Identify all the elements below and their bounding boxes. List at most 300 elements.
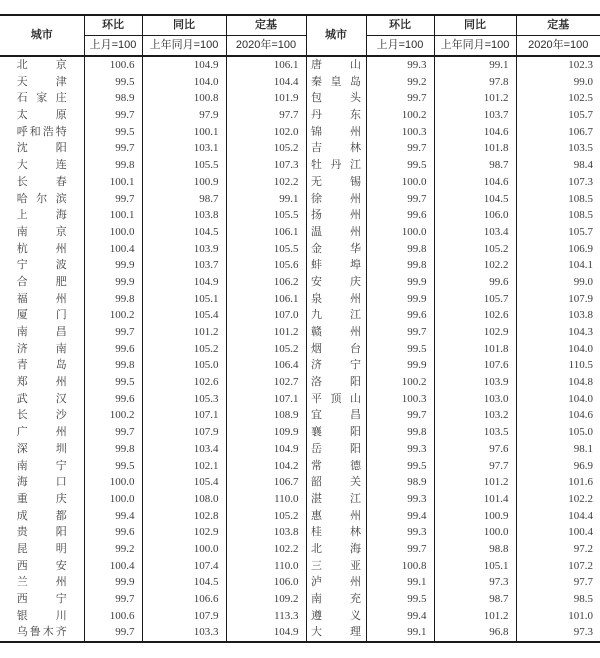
city-name: 福 州 <box>16 292 67 305</box>
city-cell <box>0 491 84 508</box>
mom-value-cell: 99.2 <box>366 74 434 91</box>
city-cell <box>306 307 366 324</box>
fixed-value-cell: 102.0 <box>226 124 306 141</box>
city-cell <box>0 90 84 107</box>
fixed-value-cell: 105.2 <box>226 508 306 525</box>
city-cell <box>0 107 84 124</box>
table-row <box>0 274 600 291</box>
fixed-value-cell: 104.4 <box>516 508 600 525</box>
mom-value-cell: 99.7 <box>84 591 142 608</box>
yoy-value-cell: 105.0 <box>142 357 226 374</box>
yoy-value-cell: 101.2 <box>142 324 226 341</box>
yoy-value-cell: 105.2 <box>142 341 226 358</box>
yoy-value-cell: 103.2 <box>434 407 516 424</box>
fixed-value-cell: 113.3 <box>226 608 306 625</box>
fixed-value-cell: 105.5 <box>226 207 306 224</box>
yoy-value-cell: 98.8 <box>434 541 516 558</box>
city-cell <box>0 224 84 241</box>
fixed-value-cell: 97.7 <box>516 574 600 591</box>
mom-value-cell: 100.6 <box>84 608 142 625</box>
city-name: 合 肥 <box>16 275 67 288</box>
city-cell <box>0 391 84 408</box>
city-name: 青 岛 <box>16 359 67 372</box>
city-name: 牡丹江 <box>311 159 361 172</box>
city-cell <box>0 274 84 291</box>
fixed-value-cell: 107.0 <box>226 307 306 324</box>
city-cell <box>306 524 366 541</box>
city-name: 西 安 <box>16 559 67 572</box>
fixed-value-cell: 108.5 <box>516 191 600 208</box>
fixed-value-cell: 110.0 <box>226 558 306 575</box>
city-name: 遵 义 <box>311 609 361 622</box>
city-cell <box>0 124 84 141</box>
yoy-value-cell: 102.2 <box>434 257 516 274</box>
mom-value-cell: 99.7 <box>366 191 434 208</box>
city-cell <box>0 140 84 157</box>
fixed-value-cell: 103.8 <box>516 307 600 324</box>
table-row <box>0 207 600 224</box>
city-name: 九 江 <box>311 309 361 322</box>
yoy-value-cell: 103.4 <box>142 441 226 458</box>
city-name: 济 宁 <box>311 359 361 372</box>
city-name: 重 庆 <box>16 492 67 505</box>
mom-value-cell: 99.3 <box>366 491 434 508</box>
header-yoy-base-right: 上年同月=100 <box>434 36 516 57</box>
table-row <box>0 257 600 274</box>
city-name: 扬 州 <box>311 209 361 222</box>
header-row-groups <box>0 15 600 36</box>
yoy-value-cell: 106.6 <box>142 591 226 608</box>
city-cell <box>306 624 366 642</box>
city-name: 蚌 埠 <box>311 259 361 272</box>
city-name: 哈尔滨 <box>16 192 67 205</box>
table-row <box>0 424 600 441</box>
mom-value-cell: 99.7 <box>84 191 142 208</box>
fixed-value-cell: 102.3 <box>516 56 600 74</box>
yoy-value-cell: 104.0 <box>142 74 226 91</box>
city-name: 南 充 <box>311 593 361 605</box>
table-row <box>0 541 600 558</box>
city-cell <box>306 274 366 291</box>
yoy-value-cell: 107.9 <box>142 608 226 625</box>
table-row <box>0 624 600 642</box>
fixed-value-cell: 104.0 <box>516 391 600 408</box>
city-name: 桂 林 <box>311 526 361 539</box>
fixed-value-cell: 108.5 <box>516 207 600 224</box>
city-cell <box>306 374 366 391</box>
city-cell <box>0 524 84 541</box>
fixed-value-cell: 106.1 <box>226 224 306 241</box>
fixed-value-cell: 102.2 <box>226 174 306 191</box>
price-index-table <box>0 14 600 643</box>
city-cell <box>0 291 84 308</box>
city-name: 烟 台 <box>311 342 361 355</box>
fixed-value-cell: 102.7 <box>226 374 306 391</box>
table-row <box>0 56 600 74</box>
mom-value-cell: 100.0 <box>84 474 142 491</box>
yoy-value-cell: 101.4 <box>434 491 516 508</box>
city-cell <box>306 324 366 341</box>
mom-value-cell: 99.5 <box>84 124 142 141</box>
city-name: 平顶山 <box>311 392 361 405</box>
mom-value-cell: 99.7 <box>366 140 434 157</box>
yoy-value-cell: 98.7 <box>434 157 516 174</box>
city-name: 岳 阳 <box>311 442 361 455</box>
city-name: 温 州 <box>311 225 361 238</box>
city-cell <box>306 424 366 441</box>
yoy-value-cell: 105.1 <box>434 558 516 575</box>
fixed-value-cell: 109.2 <box>226 591 306 608</box>
city-name: 济 南 <box>16 342 67 355</box>
mom-value-cell: 99.8 <box>366 241 434 258</box>
mom-value-cell: 100.2 <box>84 307 142 324</box>
city-name: 长 春 <box>16 175 67 188</box>
table-row <box>0 574 600 591</box>
city-cell <box>0 558 84 575</box>
city-name: 成 都 <box>16 509 67 522</box>
city-cell <box>306 291 366 308</box>
mom-value-cell: 99.6 <box>84 524 142 541</box>
city-name: 惠 州 <box>311 509 361 522</box>
fixed-value-cell: 104.6 <box>516 407 600 424</box>
mom-value-cell: 100.1 <box>84 174 142 191</box>
fixed-value-cell: 102.2 <box>226 541 306 558</box>
city-name: 三 亚 <box>311 559 361 572</box>
fixed-value-cell: 110.0 <box>226 491 306 508</box>
city-name: 南 昌 <box>16 326 67 338</box>
table-row <box>0 90 600 107</box>
city-cell <box>0 241 84 258</box>
yoy-value-cell: 107.9 <box>142 424 226 441</box>
fixed-value-cell: 105.7 <box>516 224 600 241</box>
table-row <box>0 558 600 575</box>
yoy-value-cell: 97.3 <box>434 574 516 591</box>
mom-value-cell: 99.8 <box>366 257 434 274</box>
city-name: 锦 州 <box>311 125 361 138</box>
city-cell <box>306 541 366 558</box>
table-row <box>0 324 600 341</box>
city-cell <box>306 608 366 625</box>
header-mom-base-left: 上月=100 <box>84 36 142 57</box>
table-row <box>0 307 600 324</box>
mom-value-cell: 99.5 <box>84 458 142 475</box>
city-name: 上 海 <box>16 209 67 222</box>
yoy-value-cell: 97.9 <box>142 107 226 124</box>
city-name: 金 华 <box>311 242 361 255</box>
mom-value-cell: 99.7 <box>84 107 142 124</box>
mom-value-cell: 99.7 <box>366 541 434 558</box>
mom-value-cell: 99.6 <box>84 341 142 358</box>
fixed-value-cell: 107.3 <box>516 174 600 191</box>
fixed-value-cell: 106.9 <box>516 241 600 258</box>
mom-value-cell: 99.7 <box>84 624 142 642</box>
yoy-value-cell: 102.9 <box>142 524 226 541</box>
mom-value-cell: 98.9 <box>84 90 142 107</box>
city-name: 银 川 <box>16 609 67 622</box>
mom-value-cell: 99.7 <box>366 407 434 424</box>
mom-value-cell: 99.3 <box>366 56 434 74</box>
mom-value-cell: 99.1 <box>366 624 434 642</box>
mom-value-cell: 99.2 <box>84 541 142 558</box>
mom-value-cell: 99.5 <box>84 374 142 391</box>
fixed-value-cell: 104.1 <box>516 257 600 274</box>
fixed-value-cell: 104.4 <box>226 74 306 91</box>
city-cell <box>306 407 366 424</box>
city-name: 杭 州 <box>16 242 67 255</box>
city-cell <box>306 124 366 141</box>
city-cell <box>0 591 84 608</box>
city-cell <box>306 140 366 157</box>
city-name: 郑 州 <box>16 376 67 389</box>
table-row <box>0 474 600 491</box>
city-cell <box>306 558 366 575</box>
yoy-value-cell: 102.6 <box>434 307 516 324</box>
fixed-value-cell: 105.2 <box>226 341 306 358</box>
city-cell <box>0 374 84 391</box>
header-fixed-right: 定基 <box>516 15 600 36</box>
city-name: 泸 州 <box>311 576 361 589</box>
fixed-value-cell: 110.5 <box>516 357 600 374</box>
mom-value-cell: 100.2 <box>366 107 434 124</box>
header-city-left: 城市 <box>0 15 84 56</box>
table-row <box>0 124 600 141</box>
mom-value-cell: 100.2 <box>84 407 142 424</box>
yoy-value-cell: 107.6 <box>434 357 516 374</box>
table-row <box>0 458 600 475</box>
fixed-value-cell: 105.0 <box>516 424 600 441</box>
yoy-value-cell: 102.6 <box>142 374 226 391</box>
mom-value-cell: 99.6 <box>84 391 142 408</box>
yoy-value-cell: 104.9 <box>142 56 226 74</box>
table-row <box>0 157 600 174</box>
table-row <box>0 491 600 508</box>
fixed-value-cell: 99.0 <box>516 274 600 291</box>
table-header <box>0 15 600 56</box>
table-row <box>0 191 600 208</box>
city-cell <box>306 574 366 591</box>
yoy-value-cell: 99.1 <box>434 56 516 74</box>
header-yoy-base-left: 上年同月=100 <box>142 36 226 57</box>
header-city-right: 城市 <box>306 15 366 56</box>
fixed-value-cell: 105.5 <box>226 241 306 258</box>
mom-value-cell: 100.0 <box>84 491 142 508</box>
mom-value-cell: 99.8 <box>84 441 142 458</box>
yoy-value-cell: 107.4 <box>142 558 226 575</box>
mom-value-cell: 99.9 <box>84 257 142 274</box>
city-name: 包 头 <box>311 92 361 105</box>
fixed-value-cell: 104.9 <box>226 441 306 458</box>
city-name: 大 理 <box>311 626 361 639</box>
mom-value-cell: 100.6 <box>84 56 142 74</box>
city-cell <box>0 574 84 591</box>
city-cell <box>0 357 84 374</box>
table-row <box>0 107 600 124</box>
header-fixed-left: 定基 <box>226 15 306 36</box>
city-cell <box>0 324 84 341</box>
fixed-value-cell: 98.5 <box>516 591 600 608</box>
fixed-value-cell: 101.9 <box>226 90 306 107</box>
fixed-value-cell: 96.9 <box>516 458 600 475</box>
fixed-value-cell: 107.1 <box>226 391 306 408</box>
table-row <box>0 508 600 525</box>
city-name: 南 宁 <box>16 459 67 472</box>
city-cell <box>306 90 366 107</box>
table-row <box>0 341 600 358</box>
yoy-value-cell: 106.0 <box>434 207 516 224</box>
yoy-value-cell: 97.6 <box>434 441 516 458</box>
yoy-value-cell: 103.7 <box>434 107 516 124</box>
city-cell <box>306 257 366 274</box>
fixed-value-cell: 99.0 <box>516 74 600 91</box>
yoy-value-cell: 101.8 <box>434 341 516 358</box>
fixed-value-cell: 108.9 <box>226 407 306 424</box>
mom-value-cell: 99.8 <box>84 157 142 174</box>
fixed-value-cell: 101.2 <box>226 324 306 341</box>
mom-value-cell: 99.5 <box>366 591 434 608</box>
yoy-value-cell: 105.4 <box>142 474 226 491</box>
mom-value-cell: 98.9 <box>366 474 434 491</box>
yoy-value-cell: 98.7 <box>434 591 516 608</box>
fixed-value-cell: 105.6 <box>226 257 306 274</box>
mom-value-cell: 99.4 <box>366 508 434 525</box>
fixed-value-cell: 106.2 <box>226 274 306 291</box>
table-row <box>0 407 600 424</box>
city-cell <box>306 491 366 508</box>
mom-value-cell: 99.7 <box>84 424 142 441</box>
city-cell <box>306 56 366 74</box>
city-name: 西 宁 <box>16 593 67 605</box>
table-row <box>0 441 600 458</box>
yoy-value-cell: 102.9 <box>434 324 516 341</box>
yoy-value-cell: 104.9 <box>142 274 226 291</box>
fixed-value-cell: 106.0 <box>226 574 306 591</box>
city-name: 太 原 <box>16 109 67 122</box>
city-name: 湛 江 <box>311 492 361 505</box>
city-cell <box>0 624 84 642</box>
table-row <box>0 357 600 374</box>
yoy-value-cell: 105.7 <box>434 291 516 308</box>
table-body <box>0 56 600 642</box>
yoy-value-cell: 100.8 <box>142 90 226 107</box>
yoy-value-cell: 101.2 <box>434 90 516 107</box>
mom-value-cell: 99.5 <box>366 157 434 174</box>
city-cell <box>306 357 366 374</box>
header-yoy-left: 同比 <box>142 15 226 36</box>
city-name: 唐 山 <box>311 59 361 71</box>
city-cell <box>0 174 84 191</box>
city-name: 徐 州 <box>311 192 361 205</box>
table-row <box>0 74 600 91</box>
city-cell <box>0 157 84 174</box>
table-row <box>0 291 600 308</box>
yoy-value-cell: 103.9 <box>142 241 226 258</box>
fixed-value-cell: 98.4 <box>516 157 600 174</box>
mom-value-cell: 100.2 <box>366 374 434 391</box>
mom-value-cell: 100.3 <box>366 124 434 141</box>
city-cell <box>306 508 366 525</box>
city-cell <box>306 441 366 458</box>
yoy-value-cell: 100.9 <box>434 508 516 525</box>
city-cell <box>0 508 84 525</box>
city-name: 厦 门 <box>16 309 67 322</box>
mom-value-cell: 99.7 <box>84 324 142 341</box>
yoy-value-cell: 103.7 <box>142 257 226 274</box>
fixed-value-cell: 104.9 <box>226 624 306 642</box>
mom-value-cell: 99.6 <box>366 307 434 324</box>
mom-value-cell: 99.5 <box>366 458 434 475</box>
mom-value-cell: 99.7 <box>366 90 434 107</box>
header-mom-left: 环比 <box>84 15 142 36</box>
yoy-value-cell: 100.0 <box>434 524 516 541</box>
city-name: 海 口 <box>16 476 67 489</box>
fixed-value-cell: 99.1 <box>226 191 306 208</box>
yoy-value-cell: 99.6 <box>434 274 516 291</box>
mom-value-cell: 99.4 <box>84 508 142 525</box>
city-cell <box>306 157 366 174</box>
city-cell <box>0 207 84 224</box>
yoy-value-cell: 97.7 <box>434 458 516 475</box>
yoy-value-cell: 102.1 <box>142 458 226 475</box>
fixed-value-cell: 106.7 <box>516 124 600 141</box>
yoy-value-cell: 105.3 <box>142 391 226 408</box>
fixed-value-cell: 103.8 <box>226 524 306 541</box>
city-name: 天 津 <box>16 75 67 88</box>
city-name: 北 京 <box>16 59 67 71</box>
yoy-value-cell: 100.1 <box>142 124 226 141</box>
city-name: 宁 波 <box>16 259 67 272</box>
city-cell <box>0 307 84 324</box>
city-cell <box>306 74 366 91</box>
mom-value-cell: 99.8 <box>366 424 434 441</box>
city-cell <box>306 591 366 608</box>
fixed-value-cell: 105.7 <box>516 107 600 124</box>
mom-value-cell: 100.0 <box>366 174 434 191</box>
fixed-value-cell: 107.3 <box>226 157 306 174</box>
city-cell <box>0 474 84 491</box>
yoy-value-cell: 104.5 <box>142 224 226 241</box>
fixed-value-cell: 107.9 <box>516 291 600 308</box>
mom-value-cell: 99.7 <box>84 140 142 157</box>
city-cell <box>306 174 366 191</box>
fixed-value-cell: 97.2 <box>516 541 600 558</box>
yoy-value-cell: 103.9 <box>434 374 516 391</box>
fixed-value-cell: 106.1 <box>226 56 306 74</box>
city-cell <box>0 424 84 441</box>
mom-value-cell: 99.7 <box>366 324 434 341</box>
mom-value-cell: 100.0 <box>84 224 142 241</box>
city-cell <box>306 224 366 241</box>
mom-value-cell: 100.3 <box>366 391 434 408</box>
table-row <box>0 140 600 157</box>
fixed-value-cell: 104.8 <box>516 374 600 391</box>
city-cell <box>0 191 84 208</box>
yoy-value-cell: 104.6 <box>434 174 516 191</box>
fixed-value-cell: 101.0 <box>516 608 600 625</box>
city-name: 赣 州 <box>311 326 361 338</box>
mom-value-cell: 99.9 <box>366 274 434 291</box>
city-name: 宜 昌 <box>311 409 361 422</box>
city-name: 广 州 <box>16 426 67 439</box>
city-cell <box>306 241 366 258</box>
yoy-value-cell: 103.5 <box>434 424 516 441</box>
header-mom-base-right: 上月=100 <box>366 36 434 57</box>
header-row-bases <box>0 36 600 57</box>
yoy-value-cell: 105.2 <box>434 241 516 258</box>
mom-value-cell: 99.9 <box>366 357 434 374</box>
yoy-value-cell: 103.4 <box>434 224 516 241</box>
fixed-value-cell: 98.1 <box>516 441 600 458</box>
fixed-value-cell: 97.3 <box>516 624 600 642</box>
